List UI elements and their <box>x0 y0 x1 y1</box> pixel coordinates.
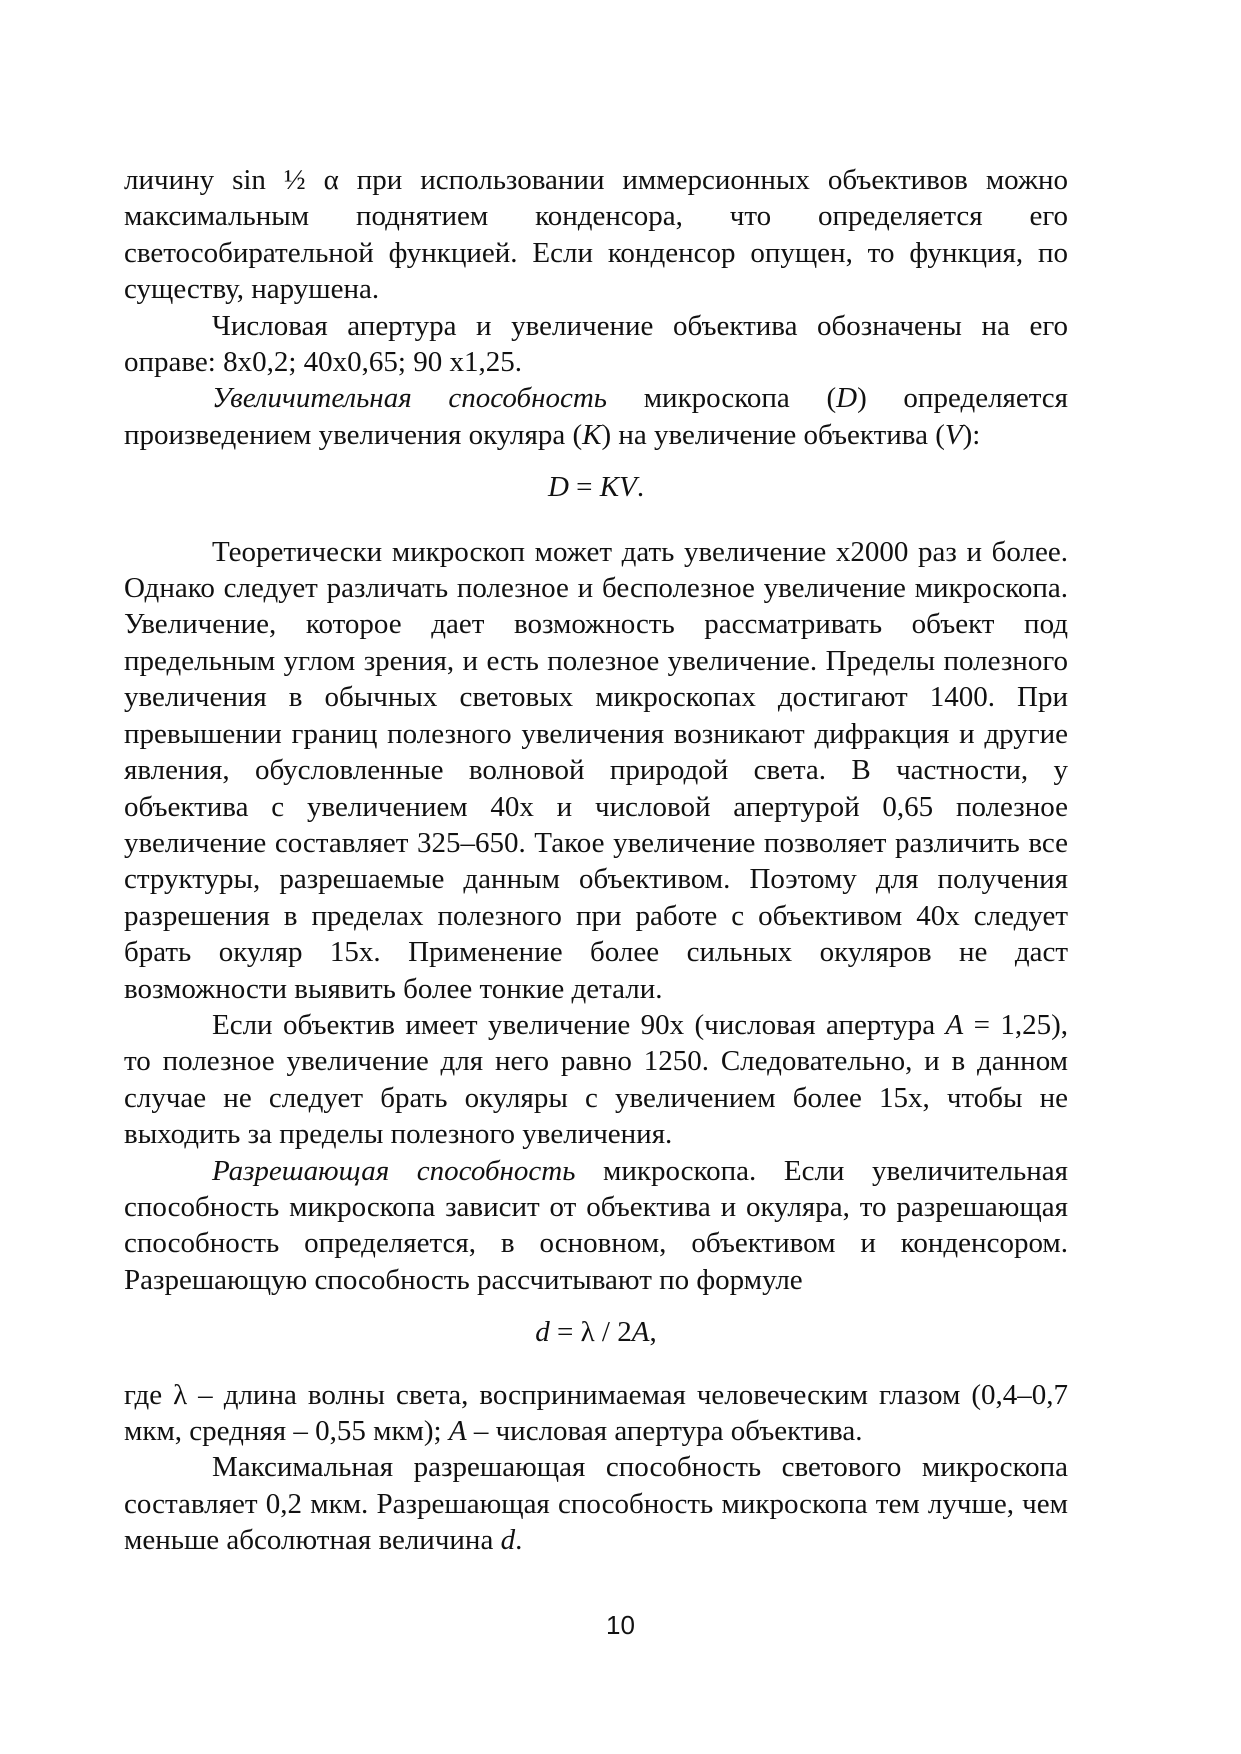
paragraph-useful-magnification <box>124 534 1068 1007</box>
italic-term: A <box>945 1008 964 1041</box>
text-run: = <box>568 471 600 504</box>
text-run: где λ – длина волны света, воспринимаемая человеческим глазом (0,4–0,7 мкм, средняя – 0,55 мкм); <box>124 1378 1068 1447</box>
italic-term: Разрешающая способность <box>212 1154 576 1187</box>
formula-magnification <box>124 469 1068 505</box>
document-body <box>124 162 1068 1559</box>
text-run: Максимальная разрешающая способность светового микроскопа составляет 0,2 мкм. Разрешающая способность микроскопа тем лучше, чем меньше абсолютная величина <box>124 1451 1068 1557</box>
text-run: микроскопа. Если увеличительная способность микроскопа зависит от объектива и окуляра, то разрешающая способность определяется, в основном, объективом и конденсором. Разрешающую способность рассчитывают по формуле <box>124 1154 1068 1296</box>
text-run: Теоретически микроскоп может дать увеличение х2000 раз и более. Однако следует различать полезное и бесполезное увеличение микроскопа. Увеличение, которое дает возможность рассматривать объект под предельным углом зрения, и есть полезное увеличение. Пределы полезного увеличения в обычных световых микроскопах достигают 1400. При превышении границ полезного увеличения возникают дифракция и другие явления, обусловленные волновой природой света. В частности, у объектива с увеличением 40х и числовой апертурой 0,65 полезное увеличение составляет 325–650. Такое увеличение позволяет различить все структуры, разрешаемые данным объективом. Поэтому для получения разрешения в пределах полезного при работе с объективом 40х следует брать окуляр 15х. Применение более сильных окуляров не даст возможности выявить более тонкие детали. <box>124 535 1068 1005</box>
paragraph-resolving-power <box>124 1153 1068 1299</box>
paragraph-max-resolution <box>124 1449 1068 1558</box>
paragraph-wavelength-definition <box>124 1377 1068 1450</box>
italic-term: d <box>535 1316 550 1349</box>
italic-term: D <box>836 382 858 415</box>
page-number: 10 <box>606 1610 635 1640</box>
paragraph-objective-90x <box>124 1007 1068 1153</box>
text-run: Числовая апертура и увеличение объектива обозначены на его оправе: 8х0,2; 40х0,65; 90 х1,25. <box>124 309 1068 379</box>
italic-term: D <box>547 471 569 504</box>
formula-resolution <box>124 1314 1068 1350</box>
text-run: = 1,25), то полезное увеличение для него равно 1250. Следовательно, и в данном случае не следует брать окуляры с увеличением более 15х, чтобы не выходить за пределы полезного увеличения. <box>124 1008 1068 1151</box>
text-run: Если объектив имеет увеличение 90х (числовая апертура <box>212 1008 946 1041</box>
italic-term: Увеличительная способность <box>212 382 607 415</box>
paragraph-immersion-condenser <box>124 162 1068 308</box>
text-run: микроскопа ( <box>607 382 837 415</box>
italic-term: V <box>944 418 963 451</box>
text-run: . <box>515 1524 523 1557</box>
text-run: ) на увеличение объектива ( <box>601 418 945 451</box>
italic-term: A <box>631 1316 650 1349</box>
italic-term: A <box>448 1415 467 1447</box>
text-run: , <box>649 1316 657 1349</box>
text-run: = λ / 2 <box>549 1316 632 1349</box>
text-run: личину sin ½ α при использовании иммерсионных объективов можно максимальным поднятием конденсора, что определяется его светособирательной функцией. Если конденсор опущен, то функция, по существу, нарушена. <box>124 164 1068 306</box>
paragraph-aperture-marking <box>124 308 1068 381</box>
italic-term: K <box>582 418 602 451</box>
text-run: . <box>636 471 645 504</box>
italic-term: KV <box>599 471 637 504</box>
text-run: ): <box>962 418 981 451</box>
text-run: – числовая апертура объектива. <box>466 1415 863 1447</box>
italic-term: d <box>500 1524 516 1557</box>
text-run: ) определяется произведением увеличения окуляра ( <box>124 382 1068 451</box>
paragraph-magnifying-power <box>124 380 1068 453</box>
